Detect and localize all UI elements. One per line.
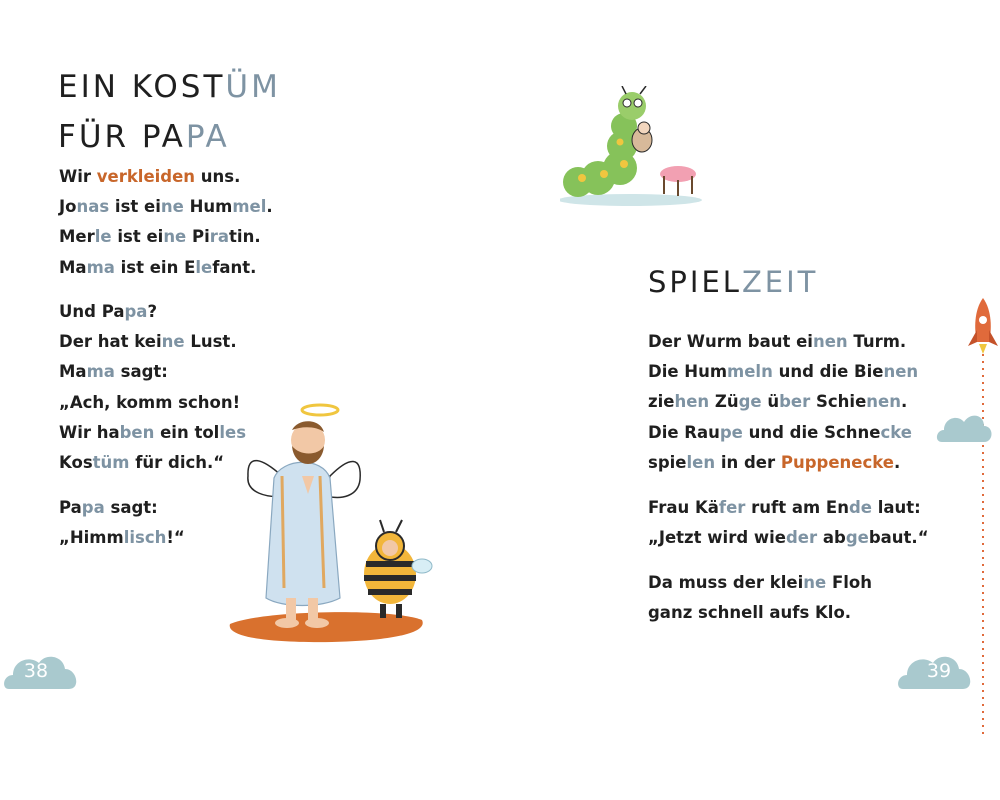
text-segment: . [900, 392, 908, 412]
verse-line [648, 418, 918, 448]
verse-line [59, 523, 185, 553]
syllable-highlight: mel [232, 197, 267, 217]
text-segment: ? [147, 302, 158, 321]
verse-line [59, 192, 273, 222]
text-segment: Frau Kä [648, 498, 719, 517]
text-segment: „Jetzt wird wie [648, 528, 786, 548]
verse-line [59, 162, 273, 192]
text-segment: zie [648, 392, 675, 412]
verse-line [648, 448, 918, 478]
text-segment: Der Wurm baut ei [648, 332, 813, 351]
syllable-highlight: de [848, 498, 872, 517]
syllable-highlight: le [195, 257, 213, 277]
verse-line [648, 598, 872, 628]
syllable-highlight: ne [163, 227, 187, 247]
syllable-highlight: PA [185, 119, 230, 155]
cloud-icon [936, 408, 992, 446]
text-segment: ganz schnell aufs Klo. [648, 603, 852, 623]
verse-line [59, 388, 246, 418]
text-segment: sagt: [114, 362, 168, 382]
highlight-word: Puppenecke [780, 452, 894, 472]
caterpillar-illustration [560, 86, 710, 208]
stanza [648, 568, 872, 628]
highlight-word: verkleiden [96, 167, 196, 186]
text-segment: ist ei [109, 197, 161, 217]
text-segment: ist ein E [114, 257, 196, 277]
syllable-highlight: ra [209, 227, 230, 247]
text-segment: Mer [59, 227, 95, 247]
text-segment: Pi [186, 227, 210, 247]
text-segment: uns. [195, 167, 241, 186]
syllable-highlight: nen [866, 392, 901, 412]
syllable-highlight: ZEIT [741, 265, 819, 299]
text-segment: Und Pa [59, 302, 125, 321]
angel-and-bee-illustration [222, 398, 437, 648]
syllable-highlight: ge [845, 528, 869, 548]
text-segment: Turm. [847, 332, 907, 351]
text-segment: laut: [871, 498, 921, 517]
syllable-highlight: fer [718, 498, 746, 517]
text-segment: ist ei [111, 227, 164, 247]
text-segment: Da muss der klei [648, 573, 804, 592]
syllable-highlight: meln [727, 362, 773, 382]
syllable-highlight: tüm [92, 453, 130, 473]
text-segment: für dich.“ [129, 453, 225, 473]
text-segment: und die Bie [772, 362, 884, 382]
text-segment: Hum [183, 197, 233, 217]
text-segment: Zü [709, 392, 739, 412]
stanza [59, 297, 246, 478]
text-segment: ruft am En [745, 498, 849, 517]
stanza [59, 493, 185, 553]
verse-line [59, 357, 246, 387]
verse-line [59, 418, 246, 448]
syllable-highlight: ÜM [225, 69, 281, 105]
verse-line [59, 493, 185, 523]
verse-line [648, 327, 918, 357]
syllable-highlight: ne [160, 197, 184, 217]
text-segment: spie [648, 452, 687, 472]
text-segment: Der hat kei [59, 332, 162, 352]
syllable-highlight: pe [719, 422, 743, 442]
text-segment: EIN KOST [58, 69, 226, 105]
page-title [58, 62, 281, 162]
syllable-highlight: cke [880, 422, 912, 442]
text-segment: . [266, 197, 273, 217]
text-segment: SPIEL [648, 265, 742, 299]
syllable-highlight: nen [812, 332, 848, 351]
text-segment: „Ach, komm schon! [59, 392, 241, 412]
syllable-highlight: le [94, 227, 112, 247]
syllable-highlight: der [785, 528, 818, 548]
text-segment: ab [817, 528, 846, 548]
text-segment: FÜR PA [58, 119, 186, 155]
verse-line [59, 253, 273, 283]
syllable-highlight: ne [161, 332, 185, 352]
text-segment: Die Hum [648, 362, 728, 382]
syllable-highlight: hen [674, 392, 710, 412]
stanza [648, 493, 929, 553]
text-segment: Ma [59, 362, 87, 382]
title-line [648, 262, 818, 302]
stanza [59, 162, 273, 283]
text-segment: . [893, 452, 901, 472]
text-segment: sagt: [104, 498, 158, 517]
verse-line [59, 448, 246, 478]
text-segment: !“ [166, 528, 185, 548]
text-segment: Wir [59, 167, 97, 186]
page-number: 38 [23, 660, 49, 682]
right-page [500, 0, 1000, 800]
verse-line [59, 327, 246, 357]
verse-line [648, 357, 918, 387]
text-segment: Die Rau [648, 422, 720, 442]
verse-line [648, 523, 929, 553]
text-segment: Floh [826, 573, 872, 592]
text-segment: Wir ha [59, 422, 120, 442]
text-segment: ü [761, 392, 780, 412]
syllable-highlight: les [219, 422, 247, 442]
verse-line [59, 222, 273, 252]
syllable-highlight: ben [119, 422, 155, 442]
text-segment: Jo [59, 197, 77, 217]
text-segment: und die Schne [742, 422, 881, 442]
text-segment: baut.“ [868, 528, 929, 548]
syllable-highlight: pa [81, 498, 105, 517]
syllable-highlight: len [686, 452, 716, 472]
syllable-highlight: nas [76, 197, 110, 217]
text-segment: Ma [59, 257, 87, 277]
text-segment: Kos [59, 453, 93, 473]
syllable-highlight: ge [738, 392, 762, 412]
verse-line [648, 387, 918, 417]
page-title [648, 262, 818, 302]
stanza [648, 327, 918, 478]
page-number: 39 [926, 660, 952, 682]
syllable-highlight: ma [86, 362, 115, 382]
text-segment: fant. [212, 257, 257, 277]
syllable-highlight: ber [779, 392, 811, 412]
text-segment: „Himm [59, 528, 124, 548]
syllable-highlight: ma [86, 257, 115, 277]
syllable-highlight: lisch [123, 528, 167, 548]
text-segment: Schie [810, 392, 867, 412]
verse-line [648, 568, 872, 598]
text-segment: Lust. [184, 332, 237, 352]
title-line [58, 62, 281, 112]
verse-line [648, 493, 929, 523]
verse-line [59, 297, 246, 327]
syllable-highlight: pa [124, 302, 148, 321]
text-segment: tin. [229, 227, 261, 247]
syllable-highlight: nen [883, 362, 919, 382]
syllable-highlight: ne [803, 573, 827, 592]
title-line [58, 112, 281, 162]
text-segment: in der [715, 452, 781, 472]
text-segment: ein tol [154, 422, 220, 442]
text-segment: Pa [59, 498, 82, 517]
